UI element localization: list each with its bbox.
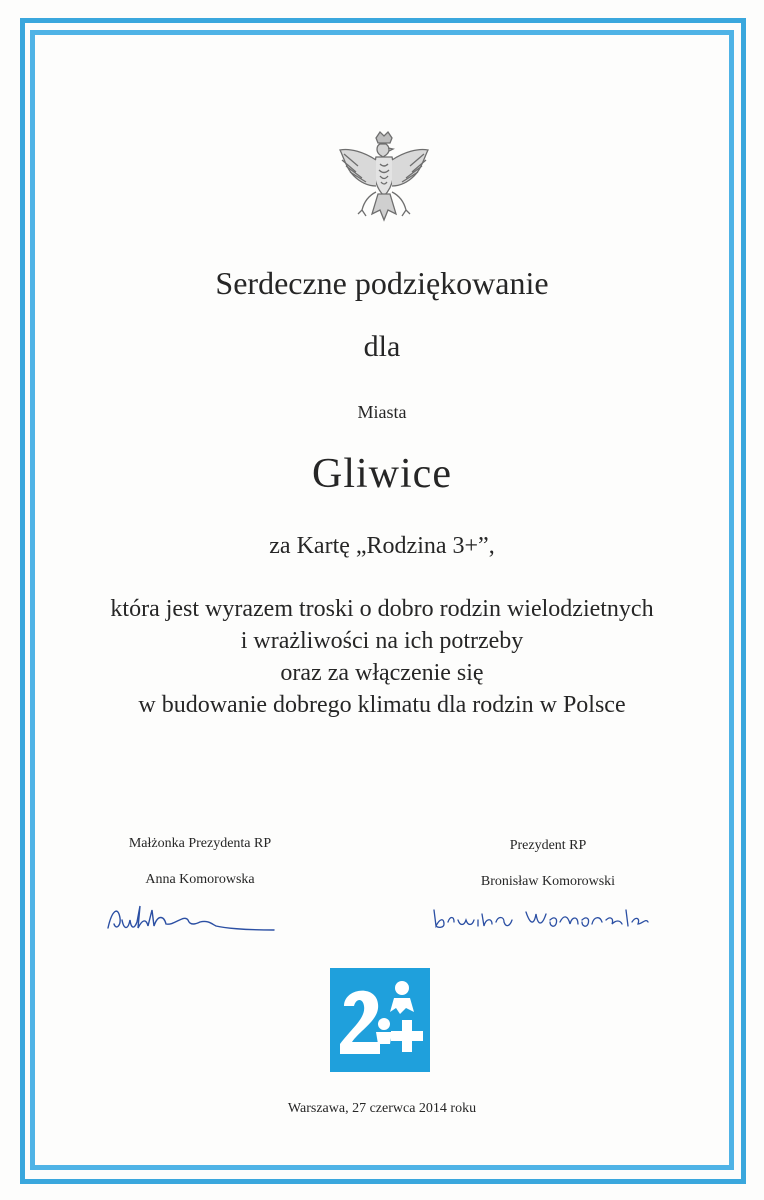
family-3plus-logo-icon: [330, 968, 430, 1072]
signatory-name: Bronisław Komorowski: [480, 874, 616, 889]
signatory-left: [70, 836, 330, 888]
body-line: w budowanie dobrego klimatu dla rodzin w Polsce: [138, 692, 626, 718]
family-card-logo: [330, 968, 430, 1072]
signatory-role: Prezydent RP: [509, 838, 587, 853]
place-and-date: Warszawa, 27 czerwca 2014 roku: [287, 1101, 477, 1116]
reason-line: za Kartę „Rodzina 3+”,: [269, 533, 495, 559]
recipient-type: Miasta: [357, 402, 407, 422]
signature-right-icon: [430, 900, 670, 934]
body-line: która jest wyrazem troski o dobro rodzin wielodzietnych: [110, 596, 654, 622]
for-word: dla: [363, 330, 401, 363]
signatory-role: Małżonka Prezydenta RP: [128, 836, 272, 851]
certificate-body: [40, 593, 724, 721]
signature-left-icon: [104, 900, 284, 940]
signatory-name: Anna Komorowska: [145, 872, 255, 887]
recipient-name: Gliwice: [312, 451, 452, 497]
body-line: i wrażliwości na ich potrzeby: [240, 628, 524, 654]
certificate-title: Serdeczne podziękowanie: [215, 265, 549, 301]
eagle-emblem-icon: [336, 130, 432, 234]
body-line: oraz za włączenie się: [280, 660, 484, 686]
signatory-right: [418, 838, 678, 890]
